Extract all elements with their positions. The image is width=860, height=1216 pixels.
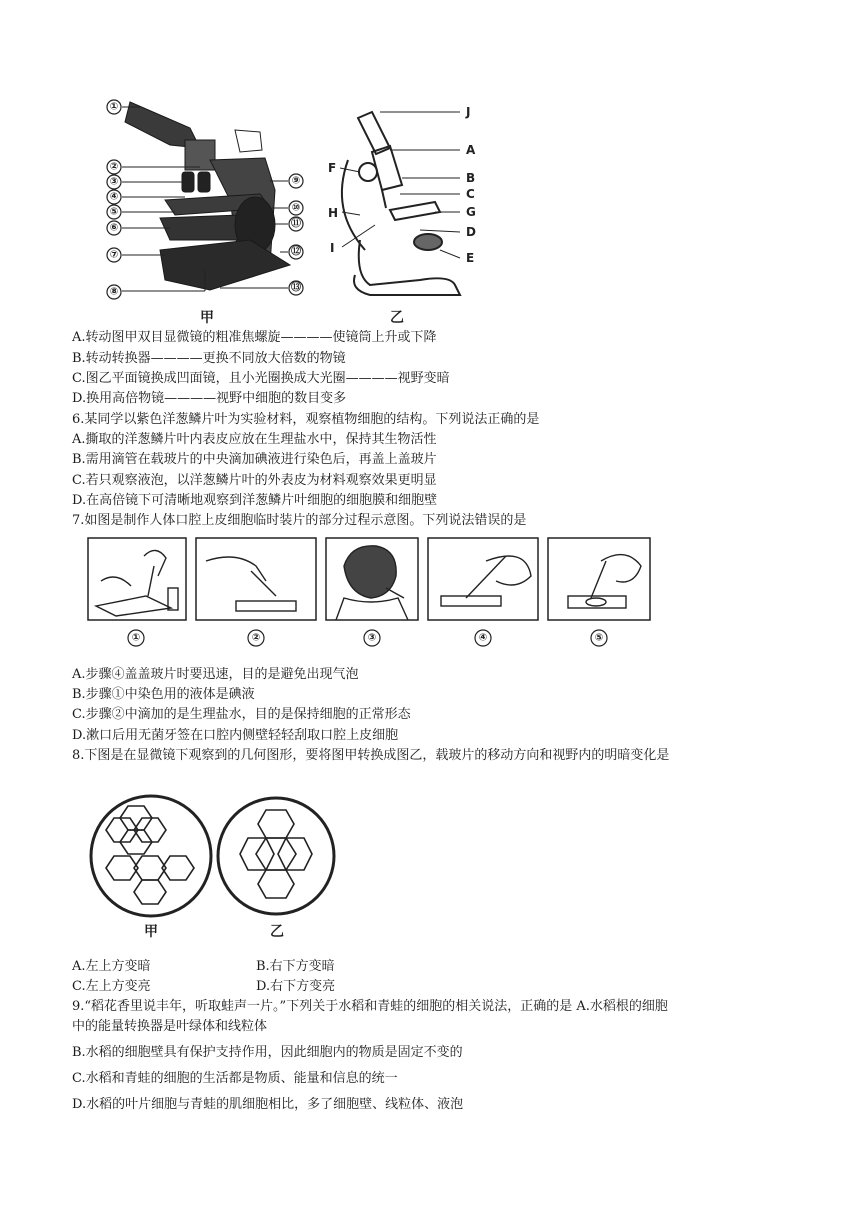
callout-label: G bbox=[466, 205, 476, 219]
q6-stem: 6.某同学以紫色洋葱鳞片叶为实验材料，观察植物细胞的结构。下列说法正确的是 bbox=[72, 412, 540, 427]
q8-option-d: D.右下方变亮 bbox=[256, 979, 336, 994]
q8-option-b: B.右下方变暗 bbox=[256, 959, 335, 974]
step-label: ② bbox=[251, 632, 261, 644]
q9-option-d: D.水稻的叶片细胞与青蛙的肌细胞相比，多了细胞壁、线粒体、液泡 bbox=[72, 1097, 464, 1112]
q8-figure bbox=[86, 796, 356, 946]
callout-label: ⑪ bbox=[291, 218, 301, 230]
callout-label: ② bbox=[109, 161, 119, 173]
callout-label: E bbox=[466, 251, 475, 265]
callout-label: ⑤ bbox=[109, 206, 119, 218]
q6-option-c: C.若只观察液泡，以洋葱鳞片叶的外表皮为材料观察效果更明显 bbox=[72, 473, 437, 488]
callout-label: ⑥ bbox=[109, 222, 119, 234]
callout-label: ③ bbox=[109, 176, 119, 188]
q7-option-d: D.漱口后用无菌牙签在口腔内侧壁轻轻刮取口腔上皮细胞 bbox=[72, 728, 399, 743]
callout-label: ⑨ bbox=[291, 175, 301, 187]
q7-option-c: C.步骤②中滴加的是生理盐水，目的是保持细胞的正常形态 bbox=[72, 707, 411, 722]
callout-label: ⑦ bbox=[109, 249, 119, 261]
callout-label: B bbox=[466, 171, 476, 185]
callout-label: ⑬ bbox=[291, 282, 301, 294]
step-label: ④ bbox=[478, 632, 488, 644]
callout-label: ⑫ bbox=[291, 246, 301, 258]
callout-label: C bbox=[466, 187, 475, 201]
caption-jia: 甲 bbox=[200, 310, 214, 326]
q8-option-a: A.左上方变暗 bbox=[72, 959, 151, 974]
callout-label: F bbox=[328, 161, 337, 175]
q5-option-a: A.转动图甲双目显微镜的粗准焦螺旋————使镜筒上升或下降 bbox=[72, 330, 437, 345]
step-label: ① bbox=[131, 632, 141, 644]
q7-steps-figure bbox=[86, 536, 654, 652]
q7-option-a: A.步骤④盖盖玻片时要迅速，目的是避免出现气泡 bbox=[72, 667, 359, 682]
step-label: ③ bbox=[367, 632, 377, 644]
callout-label: ⑩ bbox=[291, 202, 301, 214]
caption-yi: 乙 bbox=[270, 924, 284, 940]
q9-option-b: B.水稻的细胞壁具有保护支持作用，因此细胞内的物质是固定不变的 bbox=[72, 1045, 463, 1060]
callout-label: I bbox=[330, 241, 335, 255]
q8-option-c: C.左上方变亮 bbox=[72, 979, 151, 994]
q5-option-d: D.换用高倍物镜————视野中细胞的数目变多 bbox=[72, 391, 347, 406]
callout-label: H bbox=[328, 206, 339, 220]
q8-stem: 8.下图是在显微镜下观察到的几何图形，要将图甲转换成图乙，载玻片的移动方向和视野内的明暗变化是 bbox=[72, 748, 670, 763]
callout-label: J bbox=[466, 105, 471, 119]
q7-option-b: B.步骤①中染色用的液体是碘液 bbox=[72, 687, 255, 702]
callout-label: ⑧ bbox=[109, 286, 119, 298]
q9-stem-line1: 9.“稻花香里说丰年，听取蛙声一片。”下列关于水稻和青蛙的细胞的相关说法，正确的是 A.水稻根的细胞 bbox=[72, 999, 668, 1014]
microscope-figure bbox=[90, 90, 510, 330]
q7-stem: 7.如图是制作人体口腔上皮细胞临时装片的部分过程示意图。下列说法错误的是 bbox=[72, 513, 527, 528]
callout-label: A bbox=[466, 143, 476, 157]
caption-yi: 乙 bbox=[390, 310, 404, 326]
q9-option-c: C.水稻和青蛙的细胞的生活都是物质、能量和信息的统一 bbox=[72, 1071, 398, 1086]
q5-option-c: C.图乙平面镜换成凹面镜，且小光圈换成大光圈————视野变暗 bbox=[72, 371, 450, 386]
microscope-yi-illustration bbox=[342, 112, 460, 295]
callout-label: ④ bbox=[109, 191, 119, 203]
q6-option-d: D.在高倍镜下可清晰地观察到洋葱鳞片叶细胞的细胞膜和细胞壁 bbox=[72, 493, 438, 508]
q5-option-b: B.转动转换器————更换不同放大倍数的物镜 bbox=[72, 351, 346, 366]
microscope-jia-illustration bbox=[125, 102, 290, 290]
callout-label: ① bbox=[109, 101, 119, 113]
callout-label: D bbox=[466, 225, 476, 239]
q9-stem-line2: 中的能量转换器是叶绿体和线粒体 bbox=[72, 1019, 268, 1034]
caption-jia: 甲 bbox=[144, 924, 158, 940]
step-label: ⑤ bbox=[594, 632, 604, 644]
q6-option-b: B.需用滴管在载玻片的中央滴加碘液进行染色后，再盖上盖玻片 bbox=[72, 452, 437, 467]
q6-option-a: A.撕取的洋葱鳞片叶内表皮应放在生理盐水中，保持其生物活性 bbox=[72, 432, 437, 447]
